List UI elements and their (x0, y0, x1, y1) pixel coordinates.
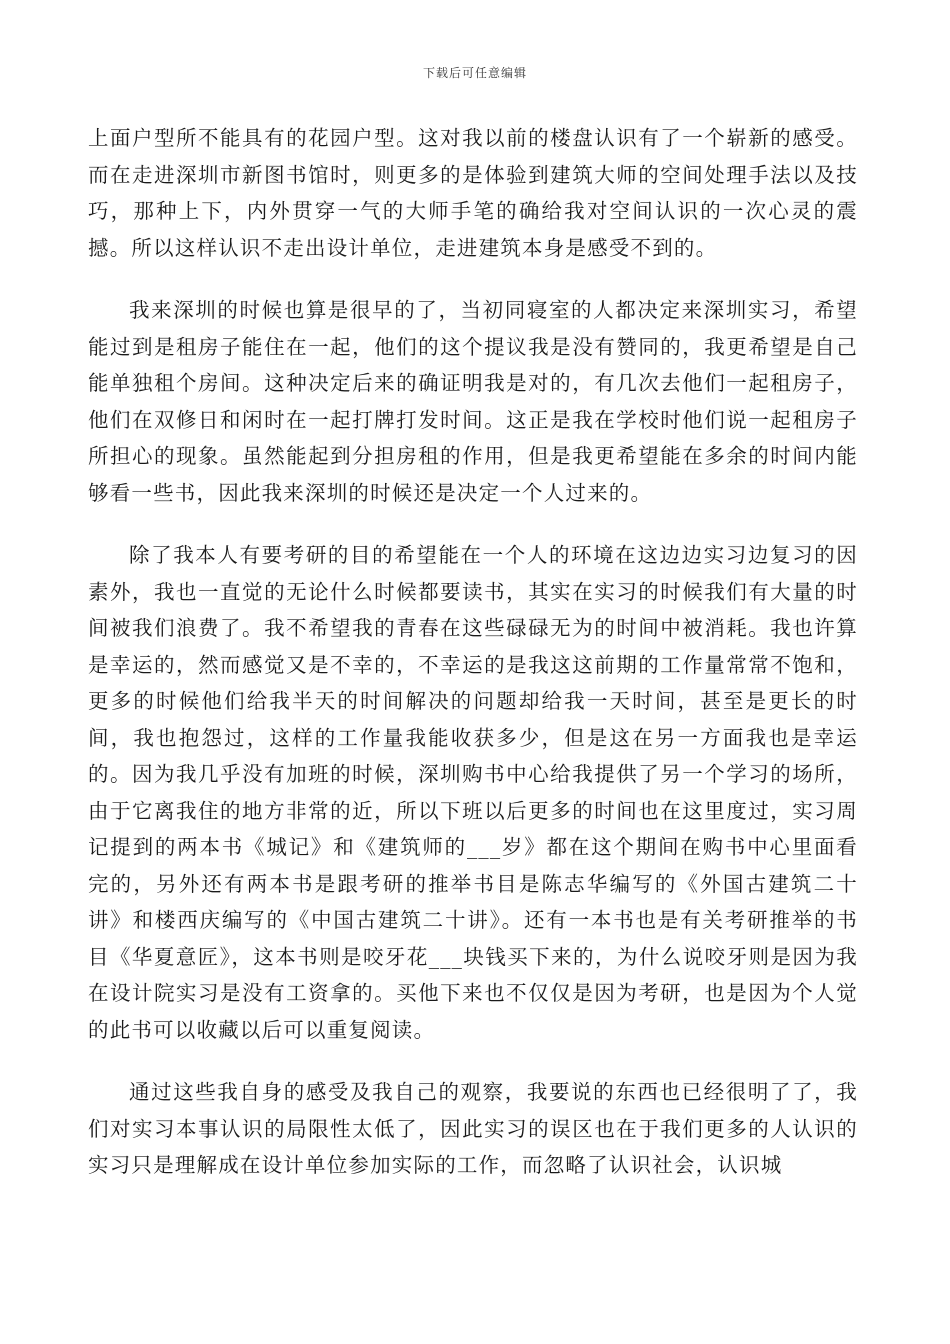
paragraph-renting: 我来深圳的时候也算是很早的了，当初同寝室的人都决定来深圳实习，希望能过到是租房子能住在一起，他们的这个提议我是没有赞同的，我更希望是自己能单独租个房间。这种决定后来的确证明我是对的，有几次去他们一起租房子，他们在双修日和闲时在一起打牌打发时间。这正是我在学校时他们说一起租房子所担心的现象。虽然能起到分担房租的作用，但是我更希望能在多余的时间内能够看一些书，因此我来深圳的时候还是决定一个人过来的。 (88, 298, 858, 505)
page-header: 下载后可任意编辑 (422, 66, 527, 80)
paragraph-reading: 除了我本人有要考研的目的希望能在一个人的环境在这边边实习边复习的因素外，我也一直觉的无论什么时候都要读书，其实在实习的时候我们有大量的时间被我们浪费了。我不希望我的青春在这些碌碌无为的时间中被消耗。我也许算是幸运的，然而感觉又是不幸的，不幸运的是我这这前期的工作量常常不饱和，更多的时候他们给我半天的时间解决的问题却给我一天时间，甚至是更长的时间，我也抱怨过，这样的工作量我能收获多少，但是这在另一方面我也是幸运的。因为我几乎没有加班的时候，深圳购书中心给我提供了另一个学习的场所，由于它离我住的地方非常的近，所以下班以后更多的时间也在这里度过，实习周记提到的两本书《城记》和《建筑师的___岁》都在这个期间在购书中心里面看完的，另外还有两本书是跟考研的推举书目是陈志华编写的《外国古建筑二十讲》和楼西庆编写的《中国古建筑二十讲》。还有一本书也是有关考研推举的书目《华夏意匠》，这本书则是咬牙花___块钱买下来的，为什么说咬牙则是因为我在设计院实习是没有工资拿的。买他下来也不仅仅是因为考研，也是因为个人觉的此书可以收藏以后可以重复阅读。 (88, 543, 858, 1042)
paragraph-continued: 上面户型所不能具有的花园户型。这对我以前的楼盘认识有了一个崭新的感受。而在走进深圳市新图书馆时，则更多的是体验到建筑大师的空间处理手法以及技巧，那种上下，内外贯穿一气的大师手笔的确给我对空间认识的一次心灵的震撼。所以这样认识不走出设计单位，走进建筑本身是感受不到的。 (88, 126, 858, 260)
document-body (88, 120, 858, 1210)
paragraph-conclusion: 通过这些我自身的感受及我自己的观察，我要说的东西也已经很明了了，我们对实习本事认识的局限性太低了，因此实习的误区也在于我们更多的人认识的实习只是理解成在设计单位参加实际的工作，而忽略了认识社会，认识城 (88, 1080, 858, 1177)
